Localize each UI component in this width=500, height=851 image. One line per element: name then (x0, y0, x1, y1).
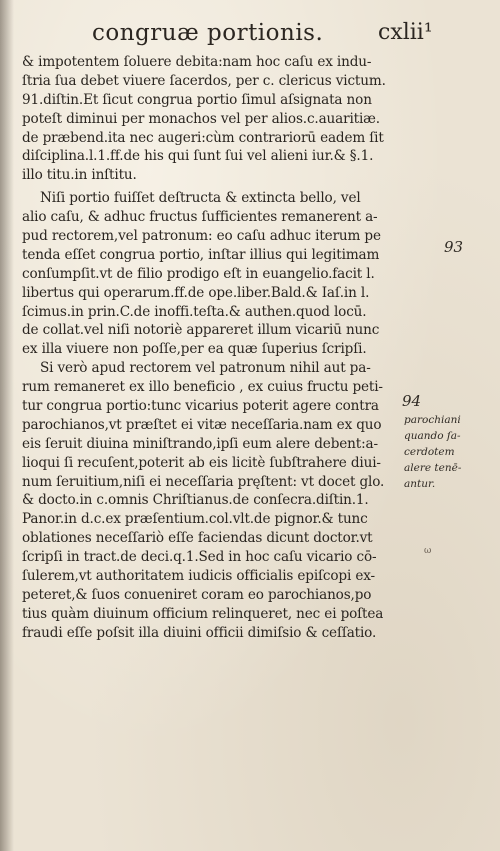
text-line: 91.diſtin.Et ſicut congrua portio ſimul aſsignata non (22, 91, 372, 108)
text-line: Panor.in d.c.ex præſentium.col.vlt.de pignor.& tunc (22, 511, 368, 528)
text-line: tenda eſſet congrua portio, inſtar illius qui legitimam (22, 246, 380, 263)
stray-mark: ω (424, 546, 432, 556)
folio-number: cxlii¹ (378, 20, 433, 45)
marginal-note-line: cerdotem (404, 446, 455, 458)
text-line: conſumpſit.vt de filio prodigo eſt in euangelio.facit l. (22, 265, 375, 282)
margin-number: 93 (444, 238, 464, 256)
text-line: peteret,& ſuos conueniret coram eo parochianos,po (22, 586, 372, 603)
text-line: alio caſu, & adhuc fructus ſufficientes remanerent a- (22, 209, 378, 226)
text-line: pud rectorem,vel patronum: eo caſu adhuc iterum pe (22, 228, 381, 245)
running-head (0, 18, 500, 52)
margin-number: 94 (402, 392, 422, 410)
marginal-note-line: alere tenē- (404, 462, 462, 474)
text-line: eis ſeruit diuina miniſtrando,ipſi eum alere debent:a- (22, 435, 378, 452)
text-line: rum remaneret ex illo beneficio , ex cuius fructu peti- (22, 379, 383, 396)
text-line: de collat.vel niſi notoriè appareret illum vicariū nunc (22, 322, 380, 339)
text-line: diſciplina.l.1.ff.de his qui ſunt ſui vel alieni iur.& §.1. (22, 148, 374, 165)
text-line: fraudi eſſe poſsit illa diuini officii dimiſsio & ceſſatio. (22, 624, 377, 641)
text-line: ex illa viuere non poſſe,per ea quæ ſuperius ſcripſi. (22, 341, 367, 358)
text-line: libertus qui operarum.ff.de ope.liber.Bald.& Iaſ.in l. (22, 284, 370, 301)
text-line: ſtria ſua debet viuere ſacerdos, per c. clericus victum. (22, 72, 386, 89)
marginal-note-line: quando ſa- (404, 430, 461, 442)
gutter-shadow (0, 0, 14, 851)
text-line: & docto.in c.omnis Chriſtianus.de conſecra.diſtin.1. (22, 492, 369, 509)
paragraph-start-line: Niſi portio fuiſſet deſtructa & extincta bello, vel (40, 190, 361, 207)
text-line: & impotentem ſoluere debita:nam hoc caſu ex indu- (22, 54, 372, 70)
text-line: tur congrua portio:tunc vicarius poterit agere contra (22, 398, 379, 415)
marginal-note-line: antur. (404, 478, 436, 490)
text-line: ſulerem,vt authoritatem iudicis officialis epiſcopi ex- (22, 568, 375, 585)
text-line: ſcimus.in prin.C.de inoffi.teſta.& authen.quod locū. (22, 303, 367, 320)
text-line: illo titu.in inſtitu. (22, 167, 137, 184)
text-line: de præbend.ita nec augeri:cùm contrariorū eadem ſit (22, 129, 384, 146)
text-line: oblationes neceſſariò eſſe faciendas dicunt doctor.vt (22, 530, 373, 547)
text-line: num ſeruitium,niſi ei neceſſaria pręſtent: vt docet glo. (22, 473, 385, 490)
marginal-note-line: parochiani (404, 414, 461, 426)
text-line: parochianos,vt præſtet ei vitæ neceſſaria.nam ex quo (22, 416, 382, 433)
running-title: congruæ portionis. (92, 20, 324, 46)
text-line: poteſt diminui per monachos vel per alios.c.auaritiæ. (22, 110, 380, 127)
main-text-block (22, 53, 414, 643)
paragraph-start-line: Si verò apud rectorem vel patronum nihil aut pa- (40, 360, 371, 377)
text-line: ſcripſi in tract.de deci.q.1.Sed in hoc caſu vicario cō- (22, 549, 377, 566)
text-line: tius quàm diuinum officium relinqueret, nec ei poſtea (22, 605, 384, 622)
text-line: lioqui ſi recuſent,poterit ab eis licitè ſubſtrahere diui- (22, 454, 381, 471)
marginal-note (404, 412, 496, 492)
